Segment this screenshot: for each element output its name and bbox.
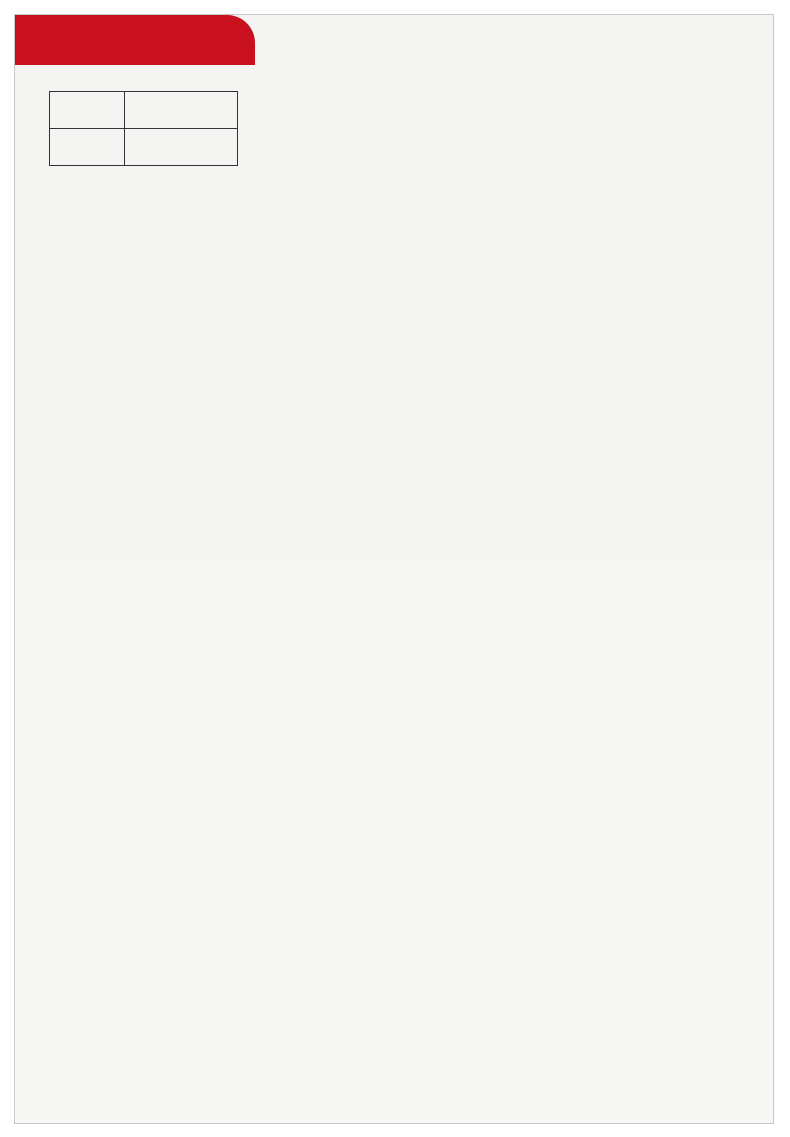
page-frame — [14, 14, 774, 1124]
score-table — [49, 91, 238, 166]
grader-cell — [125, 129, 238, 166]
score-header — [50, 92, 125, 129]
score-cell — [50, 129, 125, 166]
analysis-item — [43, 1093, 52, 1109]
answers-section — [15, 560, 773, 1123]
page-tag — [15, 15, 255, 65]
grader-header — [125, 92, 238, 129]
